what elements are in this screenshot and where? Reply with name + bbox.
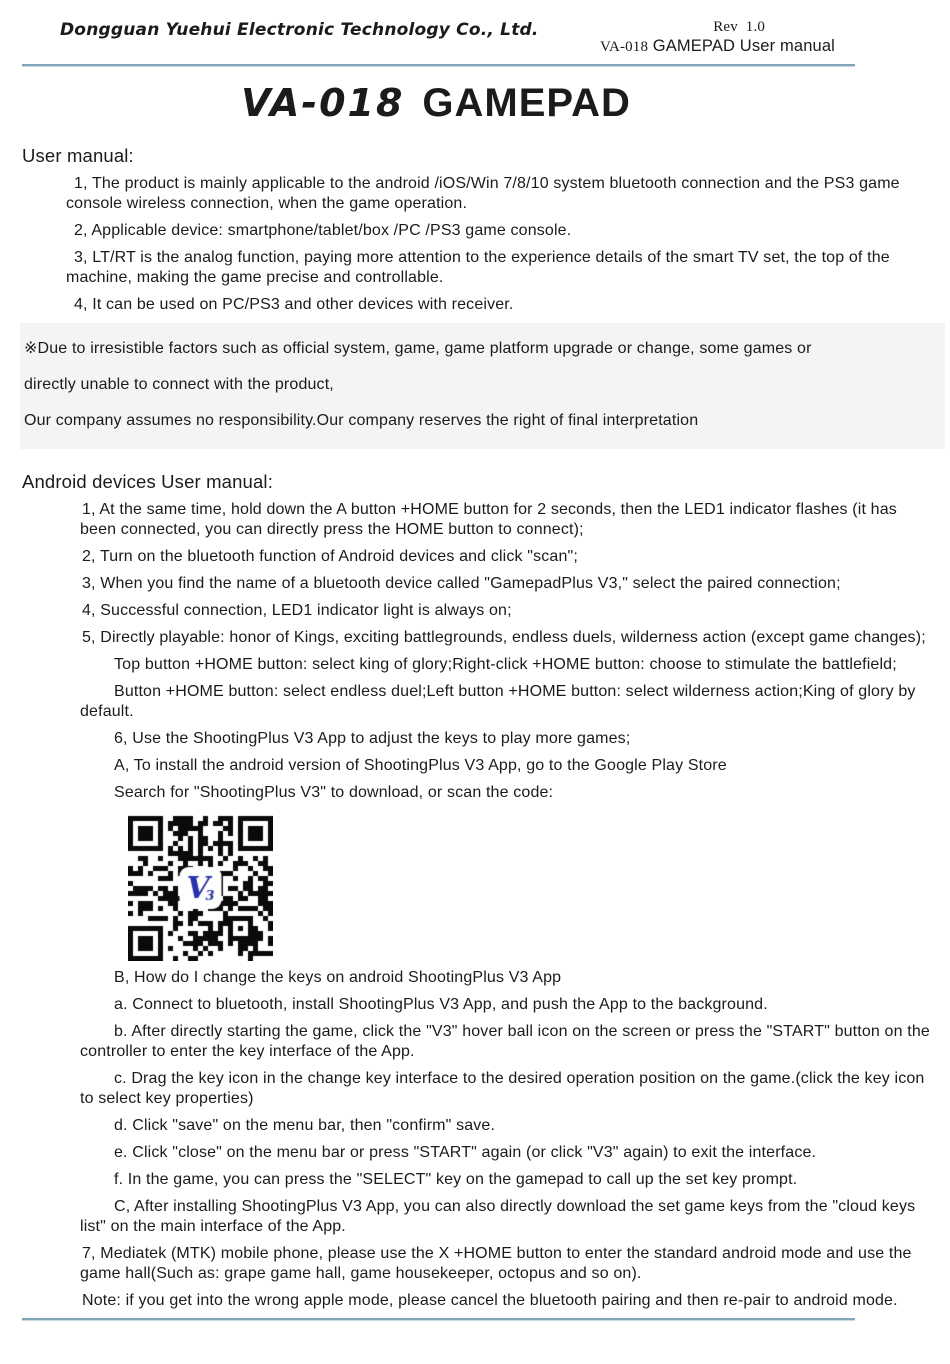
- disclaimer-line: ※Due to irresistible factors such as official system, game, game platform upgrade or change, some games or: [24, 340, 812, 357]
- android-note: Note: if you get into the wrong apple mode, please cancel the bluetooth pairing and then re-pair to android mode.: [82, 1292, 898, 1309]
- qr-code-image: [128, 815, 273, 961]
- android-step: 3, When you find the name of a bluetooth device called "GamepadPlus V3," select the paired connection;: [82, 575, 841, 592]
- android-substep: e. Click "close" on the menu bar or press "START" again (or click "V3" again) to exit the interface.: [114, 1144, 817, 1161]
- qr-code: [128, 815, 273, 961]
- revision-label: Rev 1.0: [713, 19, 765, 35]
- android-substep: a. Connect to bluetooth, install ShootingPlus V3 App, and push the App to the background.: [114, 996, 768, 1013]
- header-right: [600, 18, 835, 57]
- page-title-model: VA-018: [241, 81, 405, 125]
- section-heading-user-manual: User manual:: [22, 145, 134, 166]
- android-step: 1, At the same time, hold down the A button +HOME button for 2 seconds, then the LED1 indicator flashes (it has been connected, you can directly press the HOME button to connect);: [80, 501, 897, 538]
- android-substep: Search for "ShootingPlus V3" to download, or scan the code:: [114, 784, 554, 801]
- header-doc-rest: GAMEPAD User manual: [652, 37, 835, 55]
- android-substep: A, To install the android version of ShootingPlus V3 App, go to the Google Play Store: [114, 757, 727, 774]
- android-step: 5, Directly playable: honor of Kings, exciting battlegrounds, endless duels, wilderness action (except game changes);: [82, 629, 926, 646]
- disclaimer-line: Our company assumes no responsibility.Our company reserves the right of final interpretation: [24, 412, 699, 429]
- android-substep: Button +HOME button: select endless duel;Left button +HOME button: select wilderness action;King of glory by default.: [80, 683, 916, 720]
- page-title: [0, 80, 890, 135]
- footer-divider: [22, 1318, 855, 1320]
- android-step: 7, Mediatek (MTK) mobile phone, please use the X +HOME button to enter the standard android mode and use the game hall(Such as: grape game hall, game housekeeper, octopus and so on).: [80, 1245, 912, 1282]
- android-step: 6, Use the ShootingPlus V3 App to adjust the keys to play more games;: [114, 730, 631, 747]
- disclaimer-line: directly unable to connect with the product,: [24, 376, 334, 393]
- company-name: Dongguan Yuehui Electronic Technology Co., Ltd.: [60, 20, 539, 40]
- android-substep: b. After directly starting the game, click the "V3" hover ball icon on the screen or press the "START" button on the controller to enter the key interface of the App.: [80, 1023, 930, 1060]
- disclaimer-notice: [20, 323, 945, 449]
- android-substep: f. In the game, you can press the "SELECT" key on the gamepad to call up the set key prompt.: [114, 1171, 798, 1188]
- section-heading-android: Android devices User manual:: [22, 471, 273, 492]
- header-doc-model: VA-018: [599, 39, 649, 55]
- page-title-name: GAMEPAD: [422, 81, 631, 125]
- user-manual-item: 3, LT/RT is the analog function, paying more attention to the experience details of the smart TV set, the top of the machine, making the game precise and controllable.: [66, 249, 890, 286]
- android-substep: c. Drag the key icon in the change key interface to the desired operation position on the game.(click the key icon to select key properties): [80, 1070, 925, 1107]
- android-step: 4, Successful connection, LED1 indicator light is always on;: [82, 602, 512, 619]
- header-doc-title: [600, 37, 835, 57]
- android-substep: Top button +HOME button: select king of glory;Right-click +HOME button: choose to stimulate the battlefield;: [114, 656, 897, 673]
- user-manual-item: 4, It can be used on PC/PS3 and other devices with receiver.: [74, 296, 514, 313]
- android-substep: d. Click "save" on the menu bar, then "confirm" save.: [114, 1117, 496, 1134]
- user-manual-item: 1, The product is mainly applicable to the android /iOS/Win 7/8/10 system bluetooth connection and the PS3 game console wireless connection, when the game operation.: [66, 175, 900, 212]
- user-manual-item: 2, Applicable device: smartphone/tablet/box /PC /PS3 game console.: [74, 222, 572, 239]
- android-substep: B, How do I change the keys on android ShootingPlus V3 App: [114, 969, 562, 986]
- header-divider: [22, 64, 855, 66]
- android-substep: C, After installing ShootingPlus V3 App, you can also directly download the set game keys from the "cloud keys list" on the main interface of the App.: [80, 1198, 916, 1235]
- android-step: 2, Turn on the bluetooth function of Android devices and click "scan";: [82, 548, 578, 565]
- page-header: [22, 18, 930, 57]
